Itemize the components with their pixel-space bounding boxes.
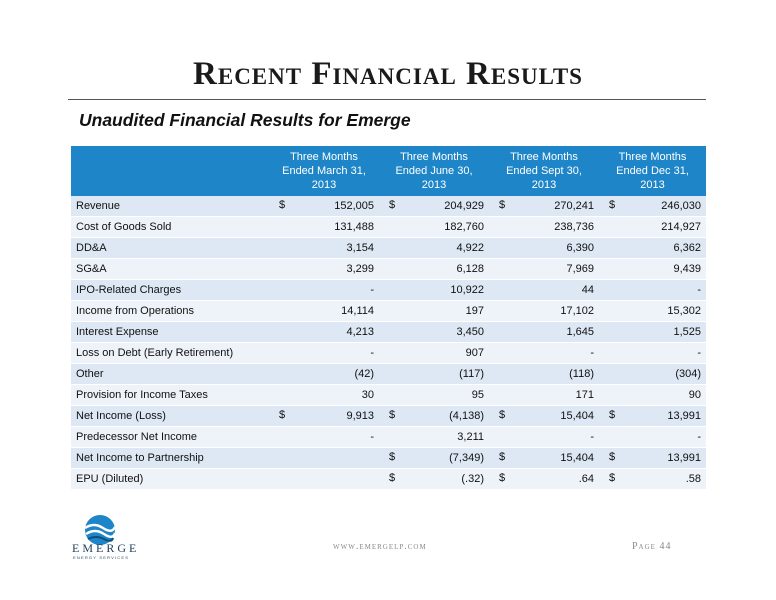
cell-value: 6,362 xyxy=(673,242,701,254)
table-row xyxy=(71,238,706,259)
table-row xyxy=(71,301,706,322)
value-cell xyxy=(489,280,599,301)
cell-value: 3,299 xyxy=(346,263,374,275)
value-cell xyxy=(599,238,706,259)
cell-value: 95 xyxy=(471,389,484,401)
cell-value: 197 xyxy=(465,305,484,317)
table-row xyxy=(71,322,706,343)
title-divider xyxy=(68,99,706,100)
value-cell xyxy=(379,322,489,343)
currency-symbol: $ xyxy=(389,451,396,463)
cell-value: 1,645 xyxy=(566,326,594,338)
row-label: Revenue xyxy=(71,196,269,217)
currency-symbol: $ xyxy=(389,199,396,211)
row-label: DD&A xyxy=(71,238,269,259)
value-cell xyxy=(489,301,599,322)
value-cell xyxy=(599,217,706,238)
cell-value: 1,525 xyxy=(673,326,701,338)
header-cell xyxy=(71,146,269,196)
value-cell xyxy=(269,385,379,406)
value-cell xyxy=(489,343,599,364)
cell-value: - xyxy=(590,431,594,443)
cell-value: (42) xyxy=(354,368,374,380)
row-label: Interest Expense xyxy=(71,322,269,343)
cell-value: 907 xyxy=(465,347,484,359)
value-cell xyxy=(379,385,489,406)
row-label: IPO-Related Charges xyxy=(71,280,269,301)
header-cell-q3: Three Months Ended Sept 30, 2013 xyxy=(489,146,599,196)
cell-value: - xyxy=(697,347,701,359)
value-cell xyxy=(599,196,706,217)
cell-value: 30 xyxy=(361,389,374,401)
header-cell-q4: Three Months Ended Dec 31, 2013 xyxy=(599,146,706,196)
row-label: Cost of Goods Sold xyxy=(71,217,269,238)
value-cell xyxy=(379,364,489,385)
table-row xyxy=(71,280,706,301)
cell-value: - xyxy=(590,347,594,359)
value-cell xyxy=(489,469,599,490)
currency-symbol: $ xyxy=(609,472,616,484)
footer-url: www.emergelp.com xyxy=(333,541,427,552)
cell-value: 13,991 xyxy=(667,452,701,464)
cell-value: (117) xyxy=(459,368,484,380)
value-cell xyxy=(379,196,489,217)
currency-symbol: $ xyxy=(389,472,396,484)
table-row xyxy=(71,259,706,280)
table-subtitle: Unaudited Financial Results for Emerge xyxy=(79,110,411,130)
value-cell xyxy=(379,406,489,427)
table-row xyxy=(71,343,706,364)
row-label: Net Income to Partnership xyxy=(71,448,269,469)
cell-value: 15,302 xyxy=(667,305,701,317)
row-label: Loss on Debt (Early Retirement) xyxy=(71,343,269,364)
cell-value: 4,922 xyxy=(456,242,484,254)
cell-value: (.32) xyxy=(461,473,484,485)
currency-symbol: $ xyxy=(499,409,506,421)
value-cell xyxy=(489,364,599,385)
cell-value: - xyxy=(370,284,374,296)
cell-value: .64 xyxy=(578,473,594,485)
row-label: EPU (Diluted) xyxy=(71,469,269,490)
cell-value: 9,913 xyxy=(346,410,374,422)
cell-value: 14,114 xyxy=(341,305,374,317)
cell-value: 9,439 xyxy=(673,263,701,275)
value-cell xyxy=(269,217,379,238)
currency-symbol: $ xyxy=(499,199,506,211)
value-cell xyxy=(599,364,706,385)
page-number: Page 44 xyxy=(632,541,672,552)
currency-symbol: $ xyxy=(609,451,616,463)
cell-value: 4,213 xyxy=(346,326,374,338)
value-cell xyxy=(379,469,489,490)
row-label: Other xyxy=(71,364,269,385)
table-row xyxy=(71,406,706,427)
value-cell xyxy=(269,196,379,217)
cell-value: 7,969 xyxy=(566,263,594,275)
row-label: Net Income (Loss) xyxy=(71,406,269,427)
cell-value: 3,211 xyxy=(457,431,484,443)
cell-value: 3,450 xyxy=(456,326,484,338)
value-cell xyxy=(489,259,599,280)
value-cell xyxy=(599,469,706,490)
header-cell-q1: Three Months Ended March 31, 2013 xyxy=(269,146,379,196)
empty-cell xyxy=(269,469,379,490)
value-cell xyxy=(379,259,489,280)
empty-cell xyxy=(269,448,379,469)
cell-value: 15,404 xyxy=(560,452,594,464)
value-cell xyxy=(269,322,379,343)
logo-tagline: ENERGY SERVICES xyxy=(73,555,130,560)
cell-value: - xyxy=(370,431,374,443)
cell-value: - xyxy=(697,284,701,296)
table-row xyxy=(71,385,706,406)
cell-value: 6,390 xyxy=(566,242,594,254)
value-cell xyxy=(379,238,489,259)
table-row xyxy=(71,217,706,238)
value-cell xyxy=(379,343,489,364)
header-cell-q2: Three Months Ended June 30, 2013 xyxy=(379,146,489,196)
table-row xyxy=(71,469,706,490)
cell-value: 204,929 xyxy=(444,200,484,212)
table-header-row xyxy=(71,146,706,196)
cell-value: 13,991 xyxy=(667,410,701,422)
value-cell xyxy=(489,385,599,406)
currency-symbol: $ xyxy=(499,472,506,484)
value-cell xyxy=(599,280,706,301)
value-cell xyxy=(489,196,599,217)
value-cell xyxy=(489,217,599,238)
currency-symbol: $ xyxy=(279,199,286,211)
value-cell xyxy=(489,238,599,259)
currency-symbol: $ xyxy=(389,409,396,421)
value-cell xyxy=(599,427,706,448)
cell-value: 152,005 xyxy=(334,200,374,212)
value-cell xyxy=(269,238,379,259)
currency-symbol: $ xyxy=(609,199,616,211)
cell-value: .58 xyxy=(685,473,701,485)
value-cell xyxy=(269,406,379,427)
cell-value: 44 xyxy=(581,284,594,296)
logo-wordmark: EMERGE xyxy=(72,541,140,555)
cell-value: (118) xyxy=(569,368,594,380)
cell-value: (7,349) xyxy=(449,452,484,464)
value-cell xyxy=(599,448,706,469)
currency-symbol: $ xyxy=(499,451,506,463)
table-row xyxy=(71,196,706,217)
value-cell xyxy=(599,343,706,364)
cell-value: (304) xyxy=(675,368,701,380)
currency-symbol: $ xyxy=(609,409,616,421)
cell-value: 131,488 xyxy=(334,221,374,233)
value-cell xyxy=(599,259,706,280)
value-cell xyxy=(269,343,379,364)
value-cell xyxy=(379,448,489,469)
cell-value: (4,138) xyxy=(449,410,484,422)
value-cell xyxy=(379,280,489,301)
value-cell xyxy=(379,427,489,448)
table-row xyxy=(71,448,706,469)
value-cell xyxy=(269,364,379,385)
value-cell xyxy=(269,301,379,322)
cell-value: 6,128 xyxy=(456,263,484,275)
cell-value: 90 xyxy=(688,389,701,401)
cell-value: 270,241 xyxy=(554,200,594,212)
cell-value: 15,404 xyxy=(560,410,594,422)
value-cell xyxy=(269,427,379,448)
row-label: Predecessor Net Income xyxy=(71,427,269,448)
cell-value: - xyxy=(697,431,701,443)
value-cell xyxy=(599,322,706,343)
page-title: Recent Financial Results xyxy=(193,56,583,92)
value-cell xyxy=(269,259,379,280)
row-label: Income from Operations xyxy=(71,301,269,322)
value-cell xyxy=(269,280,379,301)
cell-value: - xyxy=(370,347,374,359)
value-cell xyxy=(599,406,706,427)
cell-value: 3,154 xyxy=(346,242,374,254)
row-label: Provision for Income Taxes xyxy=(71,385,269,406)
value-cell xyxy=(489,427,599,448)
value-cell xyxy=(489,406,599,427)
value-cell xyxy=(379,301,489,322)
value-cell xyxy=(599,301,706,322)
cell-value: 182,760 xyxy=(444,221,484,233)
value-cell xyxy=(379,217,489,238)
cell-value: 171 xyxy=(575,389,594,401)
value-cell xyxy=(489,322,599,343)
table-row xyxy=(71,364,706,385)
currency-symbol: $ xyxy=(279,409,286,421)
row-label: SG&A xyxy=(71,259,269,280)
cell-value: 238,736 xyxy=(554,221,594,233)
table-row xyxy=(71,427,706,448)
value-cell xyxy=(489,448,599,469)
cell-value: 17,102 xyxy=(560,305,594,317)
cell-value: 214,927 xyxy=(661,221,701,233)
cell-value: 10,922 xyxy=(450,284,484,296)
cell-value: 246,030 xyxy=(661,200,701,212)
value-cell xyxy=(599,385,706,406)
financial-results-table xyxy=(71,146,706,490)
